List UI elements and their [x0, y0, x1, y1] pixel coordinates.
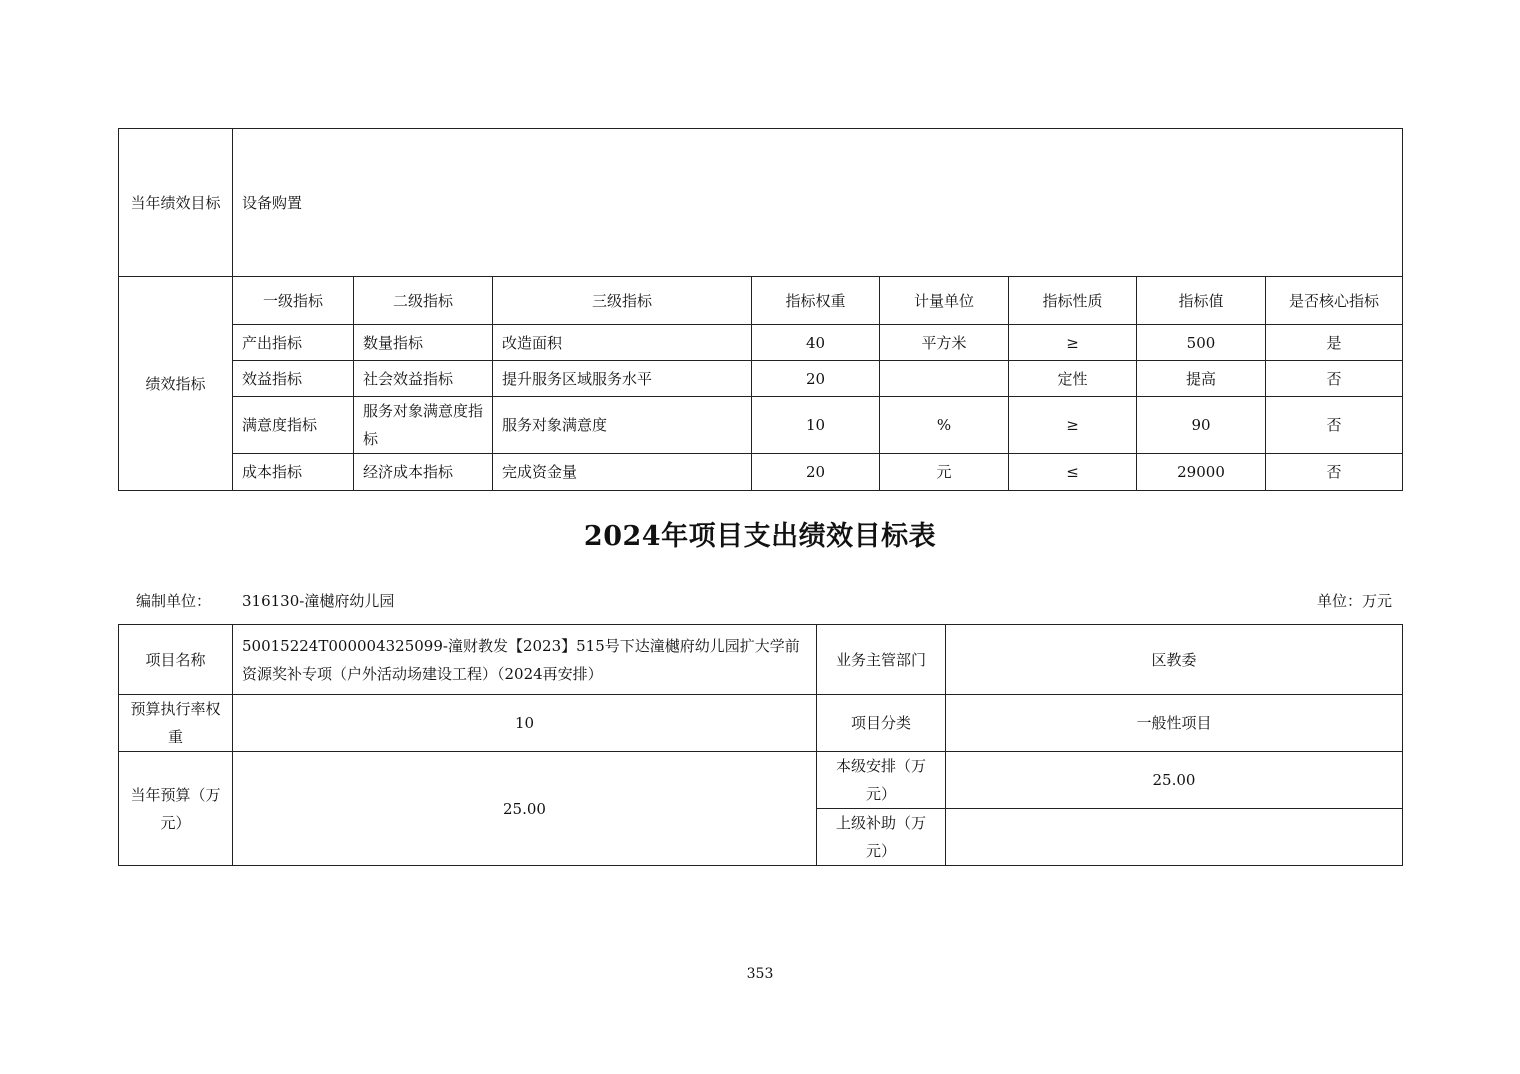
cell: 否	[1266, 397, 1403, 454]
table-row	[119, 454, 1403, 491]
local-label: 本级安排（万元）	[817, 752, 946, 809]
cell: 服务对象满意度	[493, 397, 752, 454]
cell: 元	[880, 454, 1009, 491]
cell: ≥	[1009, 325, 1137, 361]
cell: 是	[1266, 325, 1403, 361]
table-row	[119, 397, 1403, 454]
unit-label: 编制单位：	[136, 592, 212, 610]
cell: 服务对象满意度指标	[354, 397, 493, 454]
cell: 提高	[1137, 361, 1266, 397]
rate-value: 10	[233, 695, 817, 752]
cell: 社会效益指标	[354, 361, 493, 397]
header-cell: 二级指标	[354, 277, 493, 325]
cell: 40	[752, 325, 880, 361]
cell: 提升服务区域服务水平	[493, 361, 752, 397]
cell: 产出指标	[233, 325, 354, 361]
project-info-table	[118, 624, 1403, 866]
rate-label: 预算执行率权重	[119, 695, 233, 752]
cell: 10	[752, 397, 880, 454]
cell	[880, 361, 1009, 397]
project-name-label: 项目名称	[119, 625, 233, 695]
header-cell: 指标值	[1137, 277, 1266, 325]
goal-value: 设备购置	[233, 129, 1403, 277]
cell: ≤	[1009, 454, 1137, 491]
cell: ≥	[1009, 397, 1137, 454]
cell: 数量指标	[354, 325, 493, 361]
cell: 经济成本指标	[354, 454, 493, 491]
cell: 20	[752, 361, 880, 397]
header-cell: 指标性质	[1009, 277, 1137, 325]
category-value: 一般性项目	[946, 695, 1403, 752]
cell: 平方米	[880, 325, 1009, 361]
header-cell: 一级指标	[233, 277, 354, 325]
cell: 完成资金量	[493, 454, 752, 491]
upper-label: 上级补助（万元）	[817, 809, 946, 866]
cell: 90	[1137, 397, 1266, 454]
dept-value: 区教委	[946, 625, 1403, 695]
cell: 改造面积	[493, 325, 752, 361]
currency-unit: 单位：万元	[1316, 592, 1392, 610]
header-cell: 计量单位	[880, 277, 1009, 325]
performance-goal-table	[118, 128, 1403, 491]
local-value: 25.00	[946, 752, 1403, 809]
unit-value: 316130-潼樾府幼儿园	[242, 592, 395, 610]
cell: 否	[1266, 454, 1403, 491]
goal-label: 当年绩效目标	[119, 129, 233, 277]
header-cell: 是否核心指标	[1266, 277, 1403, 325]
cell: 29000	[1137, 454, 1266, 491]
cell: 定性	[1009, 361, 1137, 397]
cell: 20	[752, 454, 880, 491]
dept-label: 业务主管部门	[817, 625, 946, 695]
page-title: 2024年项目支出绩效目标表	[583, 521, 937, 552]
header-cell: 指标权重	[752, 277, 880, 325]
cell: 满意度指标	[233, 397, 354, 454]
indicator-label: 绩效指标	[119, 277, 233, 491]
cell: 效益指标	[233, 361, 354, 397]
upper-value	[946, 809, 1403, 866]
budget-label: 当年预算（万元）	[119, 752, 233, 866]
table-row	[119, 325, 1403, 361]
cell: 500	[1137, 325, 1266, 361]
cell: %	[880, 397, 1009, 454]
budget-value: 25.00	[233, 752, 817, 866]
table-row	[119, 361, 1403, 397]
cell: 否	[1266, 361, 1403, 397]
page-number: 353	[746, 966, 774, 982]
category-label: 项目分类	[817, 695, 946, 752]
project-name-value: 50015224T000004325099-潼财教发【2023】515号下达潼樾府幼儿园扩大学前资源奖补专项（户外活动场建设工程）（2024再安排）	[233, 625, 817, 695]
header-cell: 三级指标	[493, 277, 752, 325]
cell: 成本指标	[233, 454, 354, 491]
